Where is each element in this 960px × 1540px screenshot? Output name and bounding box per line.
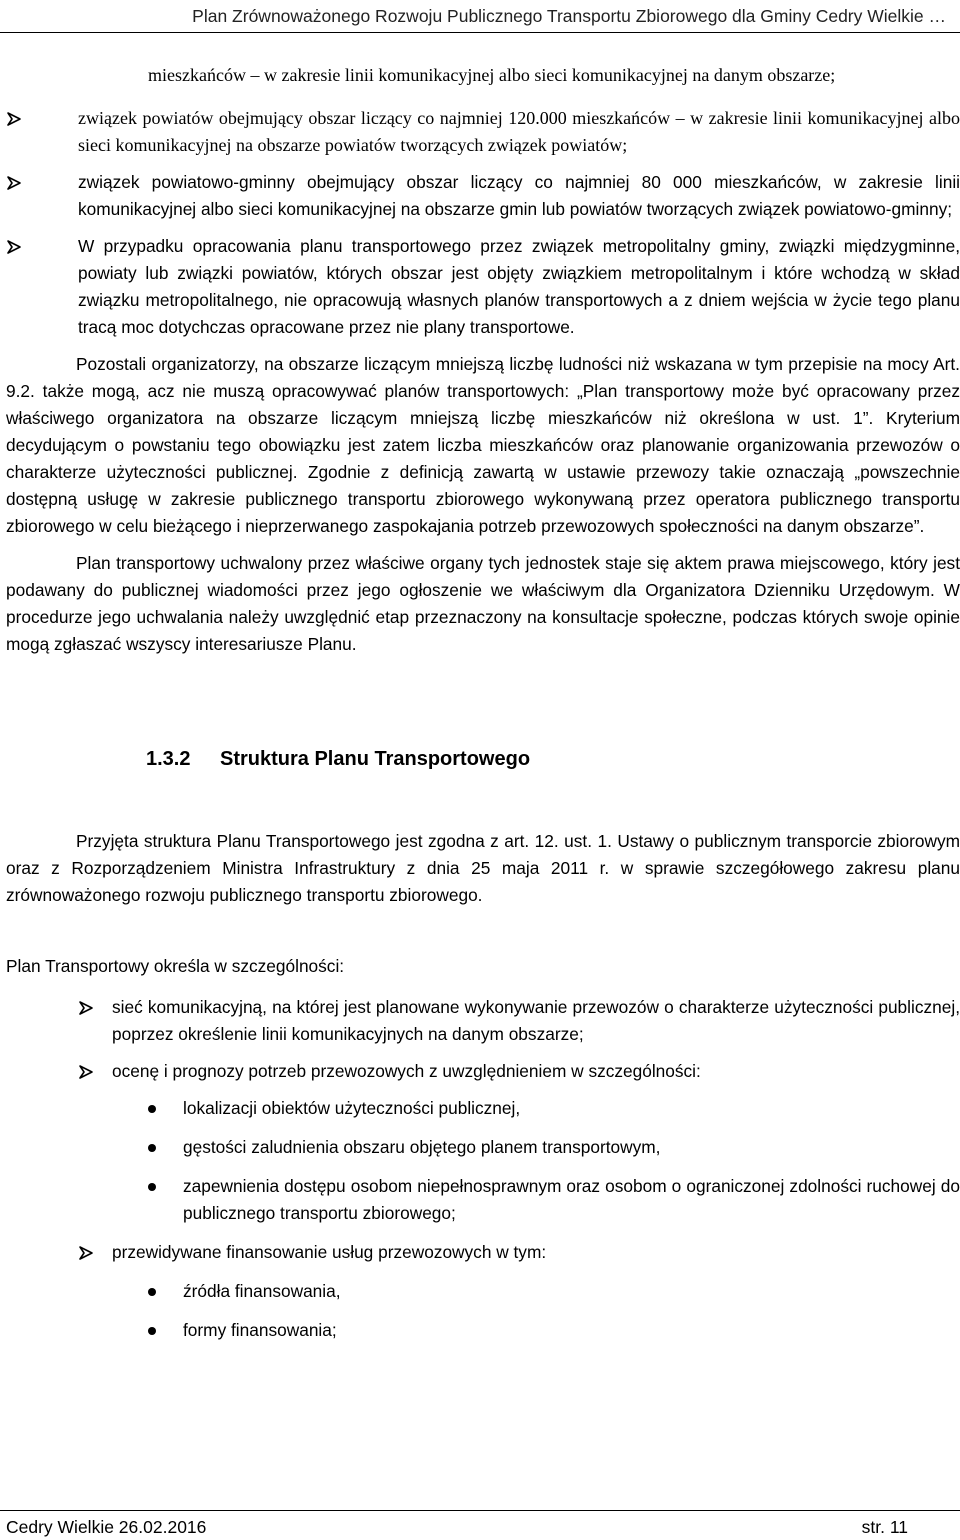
sub-list-item-text: gęstości zaludnienia obszaru objętego planem transportowym,	[183, 1137, 661, 1157]
header-title: Plan Zrównoważonego Rozwoju Publicznego Transportu Zbiorowego dla Gminy Cedry Wielkie …	[192, 6, 946, 26]
bullet-dot-icon	[148, 1288, 156, 1296]
section-number: 1.3.2	[146, 748, 191, 770]
sub-list-item	[6, 1173, 960, 1227]
sub-list-item	[6, 1317, 960, 1344]
list-item	[6, 105, 960, 159]
list-item	[6, 1239, 960, 1266]
sub-list-item-text: lokalizacji obiektów użyteczności publicznej,	[183, 1098, 521, 1118]
list-item-text: związek powiatów obejmujący obszar liczący co najmniej 120.000 mieszkańców – w zakresie linii komunikacyjnej albo sieci komunikacyjnej na obszarze powiatów tworzących związek powiatów;	[78, 108, 960, 155]
arrow-bullet-icon	[78, 1245, 94, 1261]
paragraph: Przyjęta struktura Planu Transportowego jest zgodna z art. 12. ust. 1. Ustawy o publicznym transporcie zbiorowym oraz z Rozporządzeniem Ministra Infrastruktury z dnia 25 maja 2011 r. w sprawie szczegółowego zakresu planu zrównoważonego rozwoju publicznego transportu zbiorowego.	[6, 831, 960, 905]
bullet-dot-icon	[148, 1327, 156, 1335]
paragraph: Plan transportowy uchwalony przez właściwe organy tych jednostek staje się aktem prawa miejscowego, który jest podawany do publicznej wiadomości przez jego ogłoszenie we właściwym dla Organizatora Dzienniku Urzędowym. W procedurze jego uchwalania należy uwzględnić etap przeznaczony na konsultacje społeczne, podczas których swoje opinie mogą zgłaszać wszyscy interesariusze Planu.	[6, 553, 960, 654]
list-item	[6, 169, 960, 223]
list-item	[6, 994, 960, 1048]
sub-list-item-text: formy finansowania;	[183, 1320, 337, 1340]
list-item-text: ocenę i prognozy potrzeb przewozowych z uwzględnieniem w szczególności:	[112, 1061, 701, 1081]
list-item-text: związek powiatowo-gminny obejmujący obszar liczący co najmniej 80 000 mieszkańców, w zakresie linii komunikacyjnej albo sieci komunikacyjnej na obszarze gmin lub powiatów tworzących związek powiatowo-gminny;	[78, 172, 960, 219]
section-title: Struktura Planu Transportowego	[220, 748, 531, 770]
bullet-dot-icon	[148, 1144, 156, 1152]
list-item-text: W przypadku opracowania planu transportowego przez związek metropolitalny gminy, związki międzygminne, powiaty lub związki powiatów, których obszar jest objęty związkiem metropolitalnym i które wchodzą w skład związku metropolitalnego, nie opracowują własnych planów transportowych a z dniem wejścia w życie tego planu tracą moc dotychczas opracowane przez nie plany transportowe.	[78, 236, 960, 337]
footer-location-date: Cedry Wielkie 26.02.2016	[6, 1517, 207, 1537]
sub-list-item-text: zapewnienia dostępu osobom niepełnosprawnym oraz osobom o ograniczonej zdolności ruchowej do publicznego transportu zbiorowego;	[183, 1176, 960, 1223]
sub-list-item	[6, 1134, 960, 1161]
bullet-dot-icon	[148, 1105, 156, 1113]
continuation-text: mieszkańców – w zakresie linii komunikacyjnej albo sieci komunikacyjnej na danym obszarze;	[148, 65, 836, 85]
arrow-bullet-icon	[6, 239, 22, 255]
page-number: str. 11	[861, 1517, 908, 1537]
sub-list-item	[6, 1278, 960, 1305]
document-body	[6, 62, 960, 1344]
page-header	[0, 4, 960, 33]
arrow-bullet-icon	[6, 111, 22, 127]
list-item	[6, 1058, 960, 1085]
list-intro: Plan Transportowy określa w szczególności:	[6, 956, 345, 976]
arrow-bullet-icon	[78, 1000, 94, 1016]
section-heading	[6, 748, 960, 778]
page-footer	[0, 1510, 960, 1537]
list-item-text: sieć komunikacyjną, na której jest planowane wykonywanie przewozów o charakterze użyteczności publicznej, poprzez określenie linii komunikacyjnych na danym obszarze;	[112, 997, 960, 1044]
list-item	[6, 233, 960, 341]
arrow-bullet-icon	[78, 1064, 94, 1080]
sub-list-item-text: źródła finansowania,	[183, 1281, 341, 1301]
paragraph: Pozostali organizatorzy, na obszarze liczącym mniejszą liczbę ludności niż wskazana w tym przepisie na mocy Art. 9.2. także mogą, acz nie muszą opracowywać planów transportowych: „Plan transportowy może być opracowany przez właściwego organizatora na obszarze liczącym mniejszą liczbę mieszkańców niż określona w ust. 1”. Kryterium decydującym o powstaniu tego obowiązku jest zatem liczba mieszkańców oraz planowanie organizowania przewozów o charakterze użyteczności publicznej. Zgodnie z definicją zawartą w ustawie przewozy takie oznaczają „powszechnie dostępną usługę w zakresie publicznego transportu zbiorowego wykonywaną przez operatora publicznego transportu zbiorowego w celu bieżącego i nieprzerwanego zaspokajania potrzeb przewozowych społeczności na danym obszarze”.	[6, 354, 960, 536]
bullet-dot-icon	[148, 1183, 156, 1191]
arrow-bullet-icon	[6, 175, 22, 191]
list-item-text: przewidywane finansowanie usług przewozowych w tym:	[112, 1242, 547, 1262]
sub-list-item	[6, 1095, 960, 1122]
